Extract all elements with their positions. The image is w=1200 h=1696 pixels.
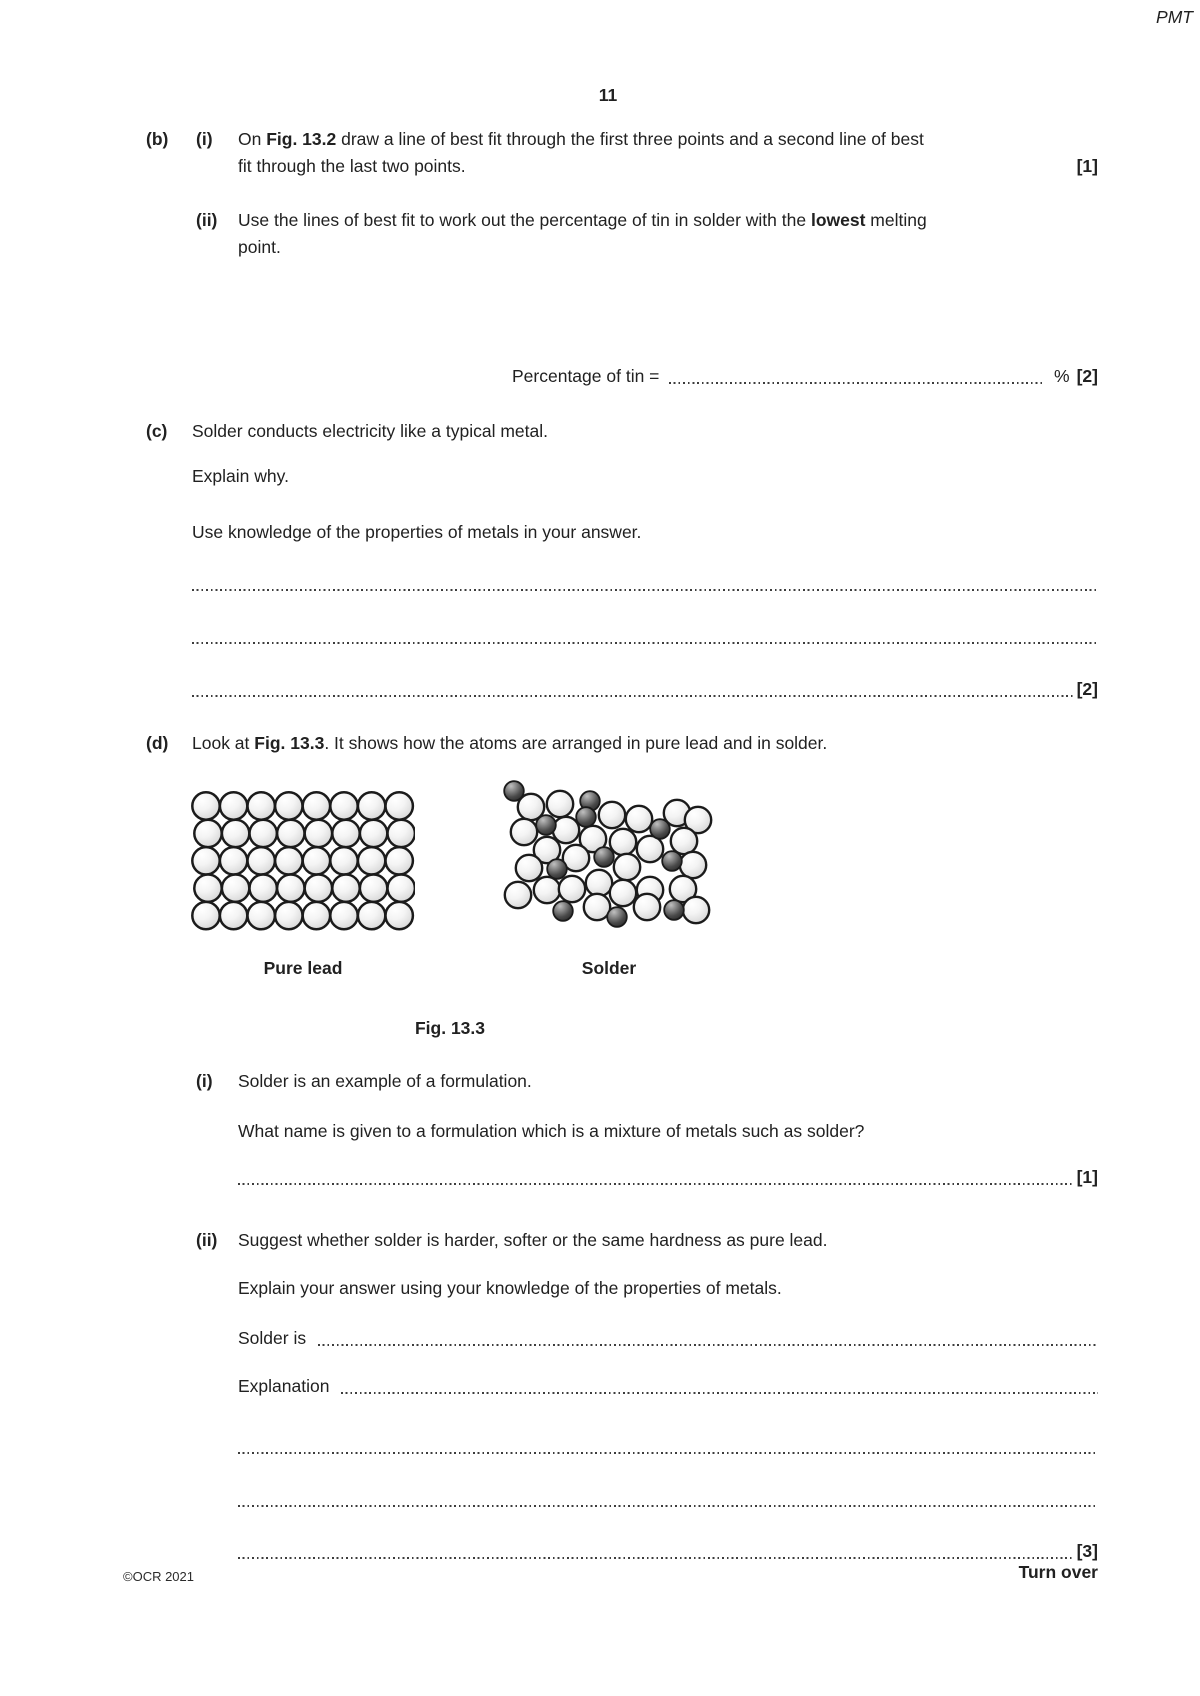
lead-atom <box>275 847 302 874</box>
q-b-ii-text <box>238 210 1098 258</box>
tin-atom <box>650 819 670 839</box>
answer-dotted-line <box>192 642 1098 644</box>
q-d-i-line2: What name is given to a formulation which is a mixture of metals such as solder? <box>238 1121 865 1141</box>
lead-atom <box>275 792 302 819</box>
lead-atom <box>358 902 385 929</box>
percentage-prompt: Percentage of tin = <box>512 366 660 386</box>
lead-atom <box>534 877 560 903</box>
page-number: 11 <box>598 85 618 105</box>
q-d-label: (d) <box>146 733 169 753</box>
q-d-intro-pre: Look at <box>192 733 255 753</box>
q-b-i-marks: [1] <box>1076 156 1098 176</box>
answer-row-explanation <box>238 1376 1098 1397</box>
lead-atom <box>511 819 537 845</box>
answer-label-explanation: Explanation <box>238 1376 330 1396</box>
q-b-ii-marks: [2] <box>1076 366 1098 386</box>
pure-lead-atoms-figure <box>191 791 415 932</box>
answer-dotted-line <box>238 1452 1098 1454</box>
figure-caption: Fig. 13.3 <box>414 1018 486 1038</box>
lead-atom <box>360 875 387 902</box>
q-b-i-line1-fig-ref: Fig. 13.2 <box>266 129 337 149</box>
lead-atom <box>277 875 304 902</box>
lead-atom <box>547 791 573 817</box>
answer-dotted-line <box>192 589 1098 591</box>
q-b-ii-line1-post: melting <box>865 210 927 230</box>
q-c-line3: Use knowledge of the properties of metals in your answer. <box>192 522 642 542</box>
lead-atom <box>332 875 359 902</box>
q-b-ii-line2: point. <box>238 237 281 257</box>
q-d-ii-label: (ii) <box>196 1230 218 1250</box>
q-d-intro-post: . It shows how the atoms are arranged in pure lead and in solder. <box>324 733 828 753</box>
tin-atom <box>553 901 573 921</box>
lead-atom <box>248 847 275 874</box>
q-b-i-line1-post: draw a line of best fit through the first three points and a second line of best <box>336 129 924 149</box>
q-d-i-marks: [1] <box>1076 1167 1098 1187</box>
q-b-label: (b) <box>146 129 169 149</box>
lead-atom <box>222 820 249 847</box>
q-d-ii-marks: [3] <box>1076 1541 1098 1561</box>
tin-atom <box>607 907 627 927</box>
lead-atom <box>614 854 640 880</box>
answer-dotted-line-marked <box>238 1167 1098 1188</box>
answer-row-solder-is <box>238 1328 1098 1349</box>
q-c-marks: [2] <box>1076 679 1098 699</box>
q-b-ii-line1-bold: lowest <box>810 210 866 230</box>
q-d-i-line1: Solder is an example of a formulation. <box>238 1071 532 1091</box>
lead-atom <box>305 875 332 902</box>
lead-atom <box>637 836 663 862</box>
lead-atom <box>360 820 387 847</box>
tin-atom <box>504 781 524 801</box>
q-b-i-line2 <box>238 156 1098 177</box>
q-b-ii-line1 <box>238 210 1098 231</box>
lead-atom <box>303 902 330 929</box>
q-d-intro <box>192 733 827 754</box>
lead-atom <box>610 829 636 855</box>
q-b-i-line1-pre: On <box>238 129 267 149</box>
lead-atom <box>388 820 415 847</box>
lead-atom <box>559 876 585 902</box>
q-d-intro-fig-ref: Fig. 13.3 <box>254 733 325 753</box>
turn-over-label: Turn over <box>1018 1562 1098 1582</box>
lead-atom <box>634 894 660 920</box>
pmt-watermark: PMT <box>1156 7 1193 27</box>
q-d-ii-line2: Explain your answer using your knowledge of the properties of metals. <box>238 1278 782 1298</box>
q-b-i-text <box>238 129 1098 177</box>
percentage-answer-row <box>512 366 1098 387</box>
answer-dotted-line <box>341 1392 1098 1394</box>
lead-atom <box>330 792 357 819</box>
lead-atom <box>220 902 247 929</box>
tin-atom <box>664 900 684 920</box>
lead-atom <box>194 820 221 847</box>
lead-atom <box>250 820 277 847</box>
lead-atom <box>248 902 275 929</box>
answer-dotted-line <box>192 695 1073 697</box>
lead-atom <box>332 820 359 847</box>
lead-atom <box>610 880 636 906</box>
answer-dotted-line <box>238 1557 1073 1559</box>
lead-atom <box>277 820 304 847</box>
answer-dotted-line <box>669 382 1045 384</box>
lead-atom <box>358 847 385 874</box>
q-d-i-label: (i) <box>196 1071 213 1091</box>
lead-atom <box>626 806 652 832</box>
lead-atom <box>516 855 542 881</box>
answer-dotted-line-marked <box>192 679 1098 700</box>
q-b-i-line1 <box>238 129 1098 150</box>
q-b-ii-line1-pre: Use the lines of best fit to work out the percentage of tin in solder with the <box>238 210 811 230</box>
lead-atom <box>330 902 357 929</box>
lead-atom <box>305 820 332 847</box>
tin-atom <box>662 851 682 871</box>
q-c-line1: Solder conducts electricity like a typical metal. <box>192 421 548 441</box>
answer-dotted-line <box>318 1344 1098 1346</box>
lead-atom <box>386 902 413 929</box>
lead-atom <box>192 792 219 819</box>
lead-atom <box>250 875 277 902</box>
lead-atom <box>388 875 415 902</box>
lead-atom <box>599 802 625 828</box>
lead-atom <box>192 902 219 929</box>
lead-atom <box>386 792 413 819</box>
lead-atom <box>505 882 531 908</box>
lead-atom <box>671 828 697 854</box>
answer-dotted-line <box>238 1505 1098 1507</box>
lead-atom <box>220 847 247 874</box>
footer-copyright: ©OCR 2021 <box>123 1569 194 1584</box>
answer-label-solder-is: Solder is <box>238 1328 307 1348</box>
q-d-ii-line1: Suggest whether solder is harder, softer or the same hardness as pure lead. <box>238 1230 828 1250</box>
q-b-ii-label: (ii) <box>196 210 218 230</box>
lead-atom <box>194 875 221 902</box>
q-c-label: (c) <box>146 421 168 441</box>
lead-atom <box>248 792 275 819</box>
tin-atom <box>576 807 596 827</box>
lead-atom <box>222 875 249 902</box>
lead-atom <box>358 792 385 819</box>
answer-dotted-line-marked <box>238 1541 1098 1562</box>
lead-atom <box>275 902 302 929</box>
lead-atom <box>192 847 219 874</box>
tin-atom <box>536 815 556 835</box>
answer-dotted-line <box>238 1183 1073 1185</box>
lead-atom <box>586 870 612 896</box>
q-c-line2: Explain why. <box>192 466 289 486</box>
solder-atoms-figure <box>503 779 715 931</box>
percentage-unit: % <box>1054 366 1070 386</box>
q-b-i-line2-text: fit through the last two points. <box>238 156 466 176</box>
lead-atom <box>683 897 709 923</box>
figure-label-solder: Solder <box>581 958 637 978</box>
figure-label-pure-lead: Pure lead <box>263 958 343 978</box>
lead-atom <box>553 817 579 843</box>
q-b-i-label: (i) <box>196 129 213 149</box>
lead-atom <box>303 847 330 874</box>
tin-atom <box>594 847 614 867</box>
lead-atom <box>584 894 610 920</box>
lead-atom <box>386 847 413 874</box>
lead-atom <box>303 792 330 819</box>
lead-atom <box>330 847 357 874</box>
tin-atom <box>547 859 567 879</box>
lead-atom <box>220 792 247 819</box>
lead-atom <box>680 852 706 878</box>
